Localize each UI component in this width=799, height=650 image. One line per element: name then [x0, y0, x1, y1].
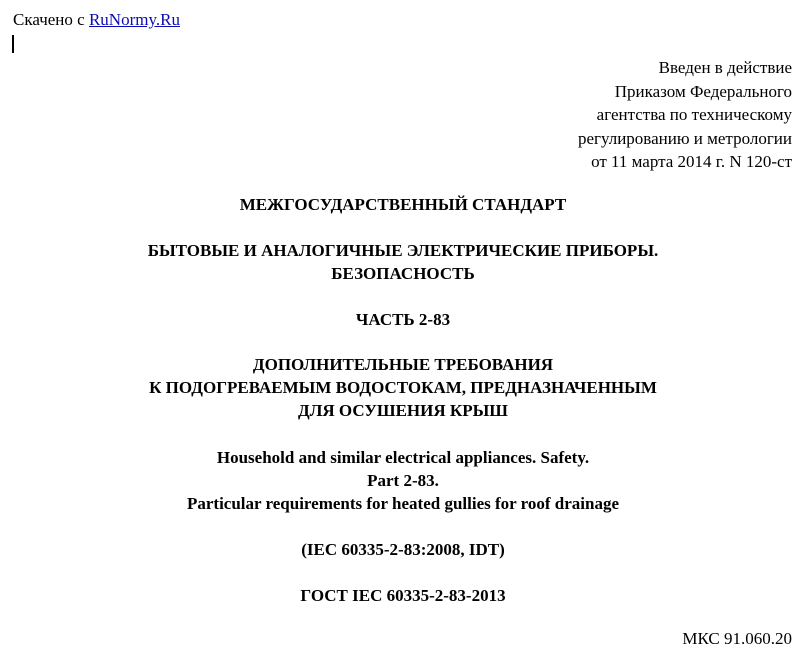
- standard-heading: МЕЖГОСУДАРСТВЕННЫЙ СТАНДАРТ: [239, 195, 567, 214]
- subtitle-line: К ПОДОГРЕВАЕМЫМ ВОДОСТОКАМ, ПРЕДНАЗНАЧЕННЫМ: [149, 378, 657, 397]
- english-line: Part 2-83.: [367, 471, 439, 490]
- gost-designation: ГОСТ IEC 60335-2-83-2013: [300, 586, 506, 605]
- source-line: [13, 9, 180, 31]
- standard-subtitle: [0, 353, 799, 422]
- enactment-line: от 11 марта 2014 г. N 120-ст: [591, 152, 792, 171]
- subtitle-line: ДОПОЛНИТЕЛЬНЫЕ ТРЕБОВАНИЯ: [252, 355, 554, 374]
- enactment-line: агентства по техническому: [596, 105, 792, 124]
- english-title: [0, 446, 799, 515]
- title-line: БЕЗОПАСНОСТЬ: [331, 264, 475, 283]
- english-line: Household and similar electrical appliances. Safety.: [216, 448, 590, 467]
- english-line: Particular requirements for heated gullies for roof drainage: [186, 494, 620, 513]
- mks-code: МКС 91.060.20: [682, 629, 792, 648]
- text-cursor: [12, 35, 14, 53]
- iec-reference: (IEC 60335-2-83:2008, IDT): [301, 540, 505, 559]
- enactment-line: Введен в действие: [658, 58, 792, 77]
- source-link[interactable]: RuNormy.Ru: [88, 10, 180, 29]
- title-line: БЫТОВЫЕ И АНАЛОГИЧНЫЕ ЭЛЕКТРИЧЕСКИЕ ПРИБОРЫ.: [147, 241, 659, 260]
- subtitle-line: ДЛЯ ОСУШЕНИЯ КРЫШ: [298, 401, 508, 420]
- enactment-note: [578, 56, 792, 174]
- source-prefix: Скачено с: [13, 10, 89, 29]
- enactment-line: регулированию и метрологии: [577, 128, 792, 148]
- part-number: ЧАСТЬ 2-83: [355, 310, 451, 329]
- standard-title: [0, 239, 799, 285]
- enactment-line: Приказом Федерального: [614, 81, 792, 101]
